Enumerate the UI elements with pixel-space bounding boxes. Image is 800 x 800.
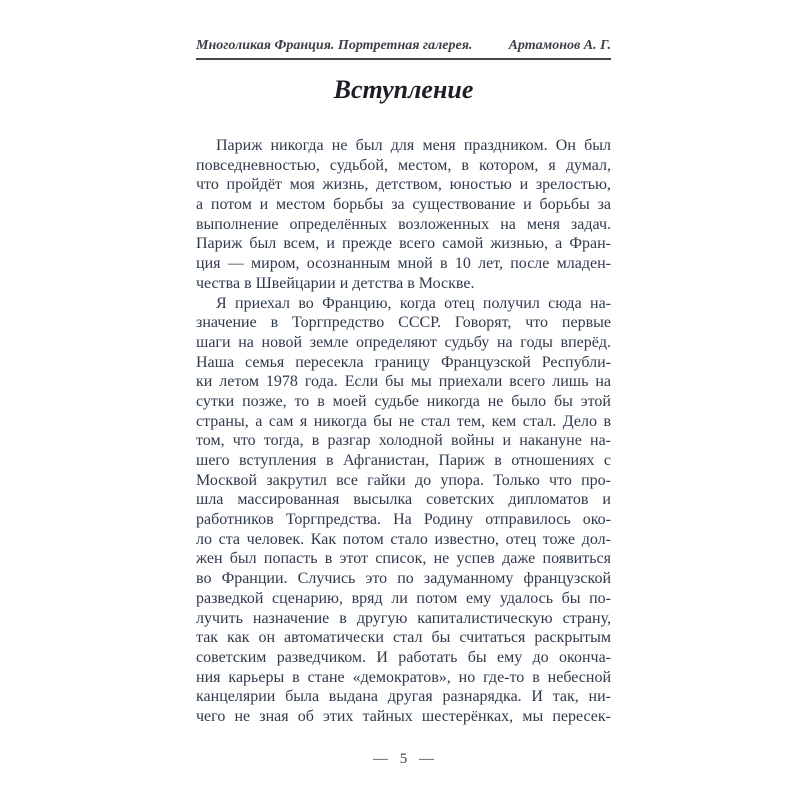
header-rule-divider [196, 58, 611, 60]
text-line: так как он автоматически стал бы считаться раскрытым [196, 629, 611, 647]
body-text [196, 136, 611, 727]
text-line: сутки позже, то в моей судьбе никогда не было бы этой [196, 392, 611, 410]
text-line: ния карьеры в стане «демократов», но где-то в небесной [196, 668, 611, 686]
text-line: ло ста человек. Как потом стало известно, отец тоже дол- [196, 530, 611, 548]
text-line: а потом и местом борьбы за существование и борьбы за [196, 196, 611, 214]
text-line: чего не зная об этих тайных шестерёнках, мы пересек- [196, 707, 611, 725]
running-header [196, 38, 611, 54]
text-line: Париж был всем, и прежде всего самой жизнью, а Фран- [196, 235, 611, 253]
text-line: канцелярии была выдана другая разнарядка. И так, ни- [196, 688, 611, 706]
text-line: советским разведчиком. И работать бы ему до оконча- [196, 648, 611, 666]
text-block [196, 38, 611, 768]
text-line: ки летом 1978 года. Если бы мы приехали всего лишь на [196, 373, 611, 391]
text-line: ция — миром, осознанным мной в 10 лет, после младен- [196, 255, 611, 273]
header-author-name: Артамонов А. Г. [508, 38, 611, 53]
text-line: Я приехал во Францию, когда отец получил сюда на- [216, 294, 611, 312]
header-book-title: Многоликая Франция. Портретная галерея. [196, 38, 473, 53]
text-line: разведкой сценарию, вряд ли потом ему удалось бы по- [196, 589, 611, 607]
text-line: Москвой закрутил все гайки до упора. Только что про- [196, 471, 611, 489]
text-line: что пройдёт моя жизнь, детством, юностью и зрелостью, [196, 176, 611, 194]
text-line: страны, а сам я никогда бы не стал тем, кем стал. Дело в [196, 412, 611, 430]
paragraph [196, 136, 611, 294]
chapter-title: Вступление [333, 75, 474, 104]
text-line: жен был попасть в этот список, не успев даже появиться [196, 550, 611, 568]
text-line: работников Торгпредства. На Родину отправилось око- [196, 511, 611, 529]
text-line: шего вступления в Афганистан, Париж в отношениях с [196, 452, 611, 469]
text-line: шаги на новой земле определяют судьбу на годы вперёд. [196, 333, 611, 351]
text-line: том, что тогда, в разгар холодной войны и накануне на- [196, 432, 611, 450]
text-line: чества в Швейцарии и детства в Москве. [196, 274, 475, 292]
text-line: повседневностью, судьбой, местом, в котором, я думал, [196, 156, 611, 174]
text-line: значение в Торгпредство СССР. Говорят, что первые [196, 314, 611, 332]
text-line: Наша семья пересекла границу Французской Республи- [196, 353, 611, 371]
text-line: шла массированная высылка советских дипломатов и [196, 491, 611, 509]
text-line: Париж никогда не был для меня праздником. Он был [216, 137, 611, 154]
text-line: лучить назначение в другую капиталистическую страну, [196, 609, 611, 627]
text-line: во Франции. Случись это по задуманному французской [196, 570, 611, 588]
text-line: выполнение определённых возложенных на меня задач. [196, 215, 611, 233]
paragraph [196, 294, 611, 727]
page-number: — 5 — [373, 750, 434, 767]
